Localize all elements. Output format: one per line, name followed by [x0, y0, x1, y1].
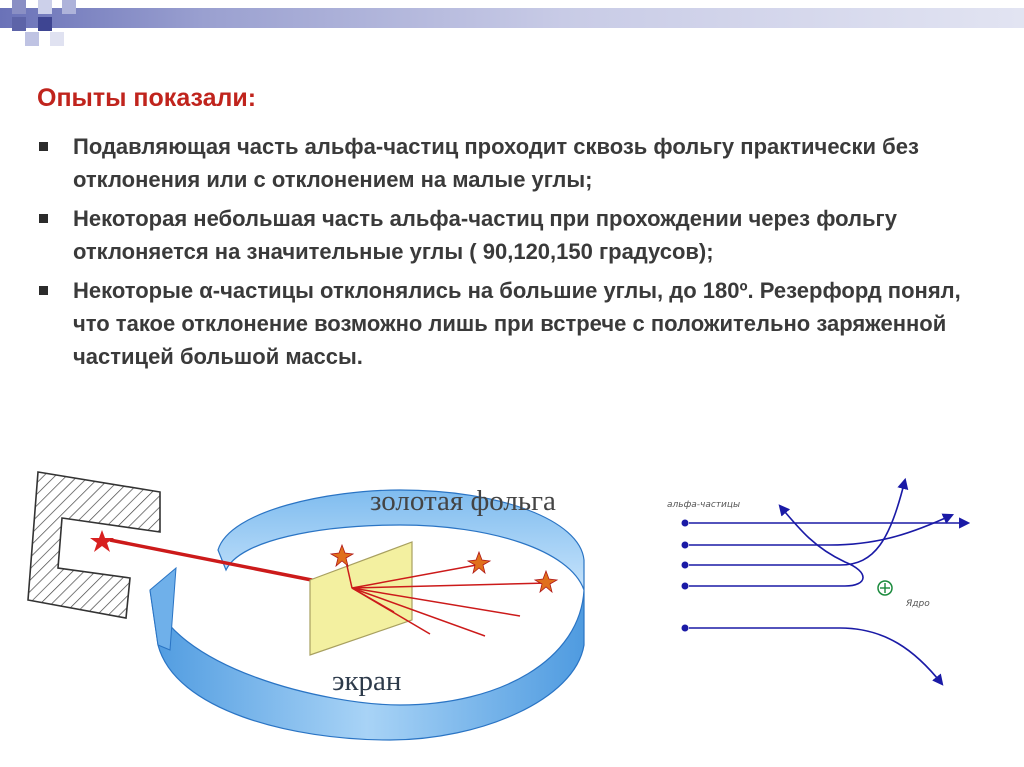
bullet-item [37, 130, 997, 196]
particle-dot [682, 542, 689, 549]
flash-star-icon [468, 552, 490, 573]
bullet-text: Некоторая небольшая часть альфа-частиц при прохождении через фольгу отклоняется на значительные углы ( 90,120,150 градусов); [73, 206, 897, 264]
particle-dot [682, 562, 689, 569]
bullet-item [37, 202, 997, 268]
decor-square [38, 17, 52, 31]
bullet-item [37, 274, 997, 373]
decor-square [50, 32, 64, 46]
gold-foil [310, 542, 412, 655]
trajectory-diagram [667, 480, 968, 684]
nucleus-label: Ядро [906, 599, 930, 609]
decor-square [12, 17, 26, 31]
bullet-text: Некоторые α-частицы отклонялись на большие углы, до 180º. Резерфорд понял, что такое отклонение возможно лишь при встрече с положительно заряженной частицей большой массы. [73, 278, 961, 369]
bullet-text: Подавляющая часть альфа-частиц проходит сквозь фольгу практически без отклонения или с отклонением на малые углы; [73, 134, 919, 192]
decor-square [38, 0, 52, 14]
bullet-list [37, 130, 997, 379]
screen-label: экран [332, 665, 402, 697]
rutherford-diagram [0, 440, 1024, 767]
particles-label: альфа-частицы [667, 500, 741, 510]
slide-title: Опыты показали: [37, 84, 257, 112]
particle-dot [682, 625, 689, 632]
decor-square [62, 0, 76, 14]
bullet-marker-icon [39, 142, 48, 151]
foil-label: золотая фольга [370, 485, 556, 517]
trajectory-paths [689, 480, 968, 684]
flash-star-icon [331, 545, 353, 566]
particle-dot [682, 520, 689, 527]
bullet-marker-icon [39, 214, 48, 223]
particle-dot [682, 583, 689, 590]
decor-square [25, 32, 39, 46]
decor-square [12, 0, 26, 14]
header-gradient-bar [0, 8, 1024, 28]
flash-star-icon [535, 571, 557, 592]
bullet-marker-icon [39, 286, 48, 295]
